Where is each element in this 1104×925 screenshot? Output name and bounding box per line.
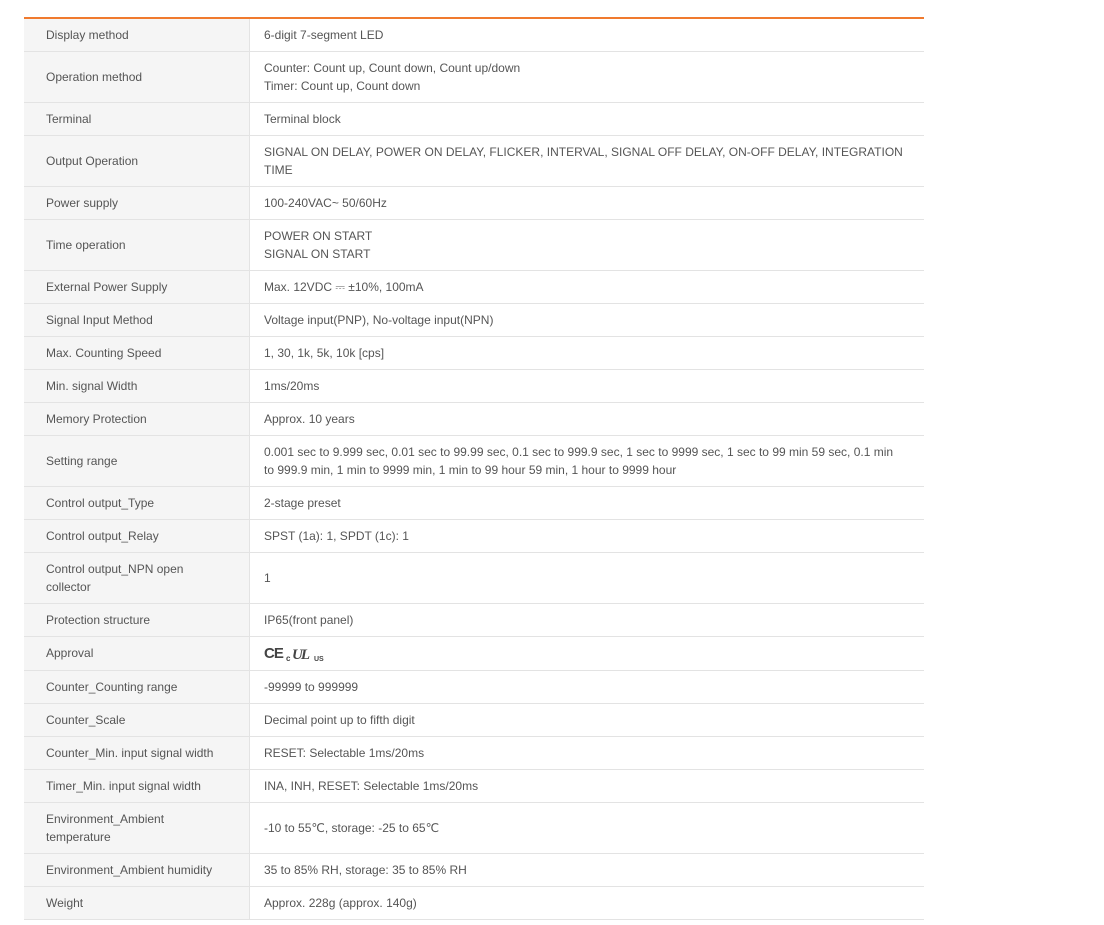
spec-value (250, 52, 925, 103)
spec-row (24, 103, 924, 136)
spec-value (250, 736, 925, 769)
spec-value (250, 370, 925, 403)
spec-label: External Power Supply (24, 271, 250, 304)
spec-value (250, 403, 925, 436)
spec-value-line: 2-stage preset (264, 496, 341, 510)
spec-label (24, 553, 250, 604)
spec-value (250, 220, 925, 271)
spec-value-line: SIGNAL ON DELAY, POWER ON DELAY, FLICKER, INTERVAL, SIGNAL OFF DELAY, ON-OFF DELAY, INTEGRATION (264, 145, 903, 159)
spec-value-line: 1 (264, 571, 271, 585)
spec-row (24, 886, 924, 919)
spec-value-line: to 999.9 min, 1 min to 9999 min, 1 min to 99 hour 59 min, 1 hour to 9999 hour (264, 463, 677, 477)
spec-value-line: 0.001 sec to 9.999 sec, 0.01 sec to 99.99 sec, 0.1 sec to 999.9 sec, 1 sec to 9999 sec, 1 sec to 99 min 59 sec, 0.1 min (264, 445, 894, 459)
spec-value (250, 103, 925, 136)
spec-value (250, 802, 925, 853)
spec-value-line: Max. 12VDC ⎓ ±10%, 100mA (264, 280, 424, 294)
spec-label-line: collector (46, 580, 91, 594)
spec-table (24, 17, 924, 920)
spec-row (24, 271, 924, 304)
spec-label: Power supply (24, 187, 250, 220)
spec-value-line: Approx. 228g (approx. 140g) (264, 895, 417, 910)
spec-value-line: 100-240VAC~ 50/60Hz (264, 196, 387, 210)
spec-row (24, 436, 924, 487)
spec-row (24, 18, 924, 52)
spec-label: Memory Protection (24, 403, 250, 436)
spec-value (250, 436, 925, 487)
spec-label: Control output_Type (24, 487, 250, 520)
spec-value-line: TIME (264, 163, 293, 177)
approval-marks (264, 645, 331, 663)
spec-value-line: -10 to 55℃, storage: -25 to 65℃ (264, 820, 440, 835)
spec-label: Environment_Ambient humidity (24, 853, 250, 886)
spec-row (24, 337, 924, 370)
spec-value (250, 703, 925, 736)
spec-value-line: 6-digit 7-segment LED (264, 28, 384, 42)
cul-us-mark-icon (285, 646, 331, 662)
spec-row (24, 769, 924, 802)
spec-row (24, 304, 924, 337)
spec-row (24, 670, 924, 703)
spec-value-line: Terminal block (264, 112, 341, 126)
spec-row (24, 703, 924, 736)
spec-value-line: INA, INH, RESET: Selectable 1ms/20ms (264, 778, 479, 793)
spec-value-line: 1ms/20ms (264, 379, 320, 393)
spec-value-line: IP65(front panel) (264, 613, 354, 627)
spec-table-body (24, 18, 924, 919)
spec-label-line: Environment_Ambient (46, 811, 165, 826)
spec-label: Output Operation (24, 136, 250, 187)
spec-label: Min. signal Width (24, 370, 250, 403)
spec-row (24, 802, 924, 853)
spec-value-line: Decimal point up to fifth digit (264, 712, 415, 727)
spec-value (250, 136, 925, 187)
spec-row (24, 220, 924, 271)
spec-label-line: Control output_NPN open (46, 562, 184, 576)
spec-value-line: POWER ON START (264, 229, 373, 243)
spec-value (250, 604, 925, 637)
spec-value (250, 853, 925, 886)
spec-value (250, 769, 925, 802)
spec-value-line: 35 to 85% RH, storage: 35 to 85% RH (264, 862, 467, 877)
cul-c-label: c (285, 653, 291, 662)
spec-value-line: 1, 30, 1k, 5k, 10k [cps] (264, 346, 385, 360)
spec-row (24, 853, 924, 886)
spec-label: Timer_Min. input signal width (24, 769, 250, 802)
spec-label: Display method (24, 18, 250, 52)
spec-value-line: -99999 to 999999 (264, 679, 359, 694)
spec-value-line: Voltage input(PNP), No-voltage input(NPN) (264, 313, 494, 327)
spec-value (250, 886, 925, 919)
spec-label: Control output_Relay (24, 520, 250, 553)
spec-value (250, 18, 925, 52)
spec-row (24, 553, 924, 604)
spec-row (24, 487, 924, 520)
spec-value (250, 337, 925, 370)
spec-row (24, 736, 924, 769)
spec-row (24, 403, 924, 436)
spec-row (24, 52, 924, 103)
spec-row (24, 136, 924, 187)
spec-row (24, 187, 924, 220)
spec-label: Counter_Scale (24, 703, 250, 736)
spec-value-line: RESET: Selectable 1ms/20ms (264, 745, 425, 760)
spec-label: Max. Counting Speed (24, 337, 250, 370)
spec-label-line: temperature (46, 829, 111, 844)
spec-value (250, 637, 925, 671)
spec-value (250, 520, 925, 553)
spec-value (250, 670, 925, 703)
spec-label: Operation method (24, 52, 250, 103)
spec-label (24, 802, 250, 853)
spec-value-line: SIGNAL ON START (264, 247, 371, 261)
spec-value-line: SPST (1a): 1, SPDT (1c): 1 (264, 529, 409, 543)
spec-label: Protection structure (24, 604, 250, 637)
ul-label: UL (291, 646, 308, 662)
spec-label: Time operation (24, 220, 250, 271)
spec-value (250, 271, 925, 304)
spec-row (24, 604, 924, 637)
spec-row (24, 370, 924, 403)
spec-value (250, 553, 925, 604)
spec-row (24, 637, 924, 671)
ce-mark-icon: CE (264, 644, 283, 662)
spec-label: Terminal (24, 103, 250, 136)
spec-label: Approval (24, 637, 250, 671)
spec-value (250, 304, 925, 337)
spec-value (250, 187, 925, 220)
spec-label: Counter_Min. input signal width (24, 736, 250, 769)
spec-row (24, 520, 924, 553)
cul-us-label: US (313, 655, 324, 662)
spec-value (250, 487, 925, 520)
spec-label: Signal Input Method (24, 304, 250, 337)
spec-label: Counter_Counting range (24, 670, 250, 703)
spec-label: Setting range (24, 436, 250, 487)
spec-value-line: Counter: Count up, Count down, Count up/down (264, 61, 521, 75)
spec-label: Weight (24, 886, 250, 919)
spec-value-line: Approx. 10 years (264, 412, 355, 426)
spec-value-line: Timer: Count up, Count down (264, 79, 421, 93)
